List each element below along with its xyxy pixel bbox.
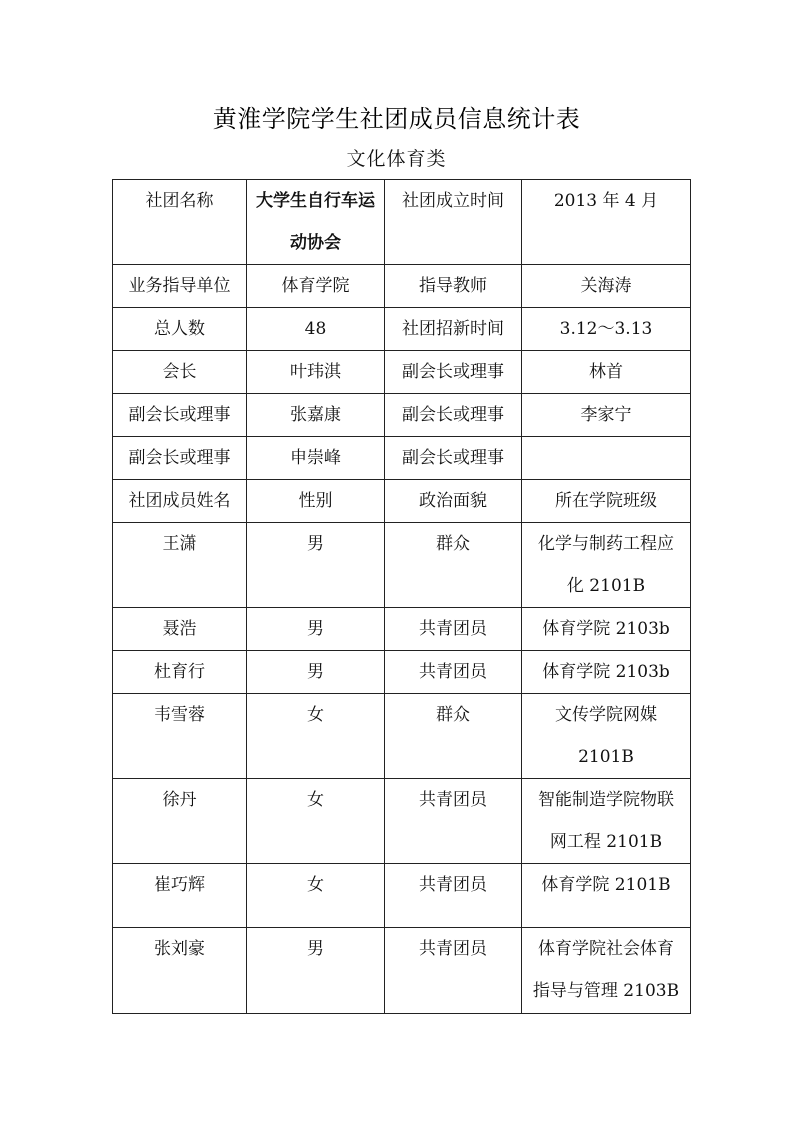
member-political-status: 共青团员 <box>385 779 522 864</box>
member-row <box>113 694 691 779</box>
column-header-gender: 性别 <box>247 480 385 523</box>
vice-president-value: 申崇峰 <box>247 437 385 480</box>
member-college-class: 化学与制药工程应化 2101B <box>522 523 691 608</box>
member-row <box>113 928 691 1014</box>
table-row <box>113 308 691 351</box>
recruit-value: 3.12～3.13 <box>522 308 691 351</box>
members-header-row <box>113 480 691 523</box>
table-row <box>113 180 691 265</box>
table-row <box>113 437 691 480</box>
member-gender: 男 <box>247 928 385 1014</box>
total-value: 48 <box>247 308 385 351</box>
member-political-status: 群众 <box>385 523 522 608</box>
member-gender: 女 <box>247 779 385 864</box>
table-row <box>113 351 691 394</box>
advisor-value: 关海涛 <box>522 265 691 308</box>
member-college-class: 体育学院 2103b <box>522 608 691 651</box>
category-subtitle: 文化体育类 <box>346 148 447 170</box>
member-political-status: 群众 <box>385 694 522 779</box>
table-row <box>113 394 691 437</box>
member-name: 王潇 <box>113 523 247 608</box>
member-row <box>113 779 691 864</box>
member-gender: 男 <box>247 523 385 608</box>
member-political-status: 共青团员 <box>385 608 522 651</box>
member-gender: 女 <box>247 694 385 779</box>
total-label: 总人数 <box>113 308 247 351</box>
club-info-table <box>112 179 691 1014</box>
vice-president-label: 副会长或理事 <box>113 394 247 437</box>
column-header-college: 所在学院班级 <box>522 480 691 523</box>
column-header-political: 政治面貌 <box>385 480 522 523</box>
recruit-label: 社团招新时间 <box>385 308 522 351</box>
member-name: 崔巧辉 <box>113 864 247 928</box>
vice-president-value: 张嘉康 <box>247 394 385 437</box>
member-row <box>113 608 691 651</box>
member-name: 杜育行 <box>113 651 247 694</box>
table-row <box>113 265 691 308</box>
vice-president-label: 副会长或理事 <box>385 437 522 480</box>
member-political-status: 共青团员 <box>385 928 522 1014</box>
member-name: 韦雪蓉 <box>113 694 247 779</box>
member-college-class: 体育学院 2103b <box>522 651 691 694</box>
member-political-status: 共青团员 <box>385 651 522 694</box>
club-name-value: 大学生自行车运动协会 <box>247 180 385 265</box>
vice-president-value: 李家宁 <box>522 394 691 437</box>
page-title: 黄淮学院学生社团成员信息统计表 <box>212 105 581 133</box>
member-gender: 女 <box>247 864 385 928</box>
unit-label: 业务指导单位 <box>113 265 247 308</box>
member-college-class: 体育学院社会体育指导与管理 2103B <box>522 928 691 1014</box>
member-row <box>113 523 691 608</box>
member-name: 徐丹 <box>113 779 247 864</box>
member-gender: 男 <box>247 651 385 694</box>
member-college-class: 智能制造学院物联网工程 2101B <box>522 779 691 864</box>
vice-president-label: 副会长或理事 <box>385 394 522 437</box>
member-political-status: 共青团员 <box>385 864 522 928</box>
member-college-class: 文传学院网媒2101B <box>522 694 691 779</box>
vice-president-value: 林首 <box>522 351 691 394</box>
advisor-label: 指导教师 <box>385 265 522 308</box>
member-college-class: 体育学院 2101B <box>522 864 691 928</box>
vice-president-value <box>522 437 691 480</box>
column-header-name: 社团成员姓名 <box>113 480 247 523</box>
unit-value: 体育学院 <box>247 265 385 308</box>
member-row <box>113 864 691 928</box>
member-row <box>113 651 691 694</box>
vice-president-label: 副会长或理事 <box>385 351 522 394</box>
vice-president-label: 副会长或理事 <box>113 437 247 480</box>
member-name: 聂浩 <box>113 608 247 651</box>
member-gender: 男 <box>247 608 385 651</box>
club-name-label: 社团名称 <box>113 180 247 265</box>
president-label: 会长 <box>113 351 247 394</box>
founded-label: 社团成立时间 <box>385 180 522 265</box>
president-value: 叶玮淇 <box>247 351 385 394</box>
founded-value: 2013 年 4 月 <box>522 180 691 265</box>
member-name: 张刘豪 <box>113 928 247 1014</box>
